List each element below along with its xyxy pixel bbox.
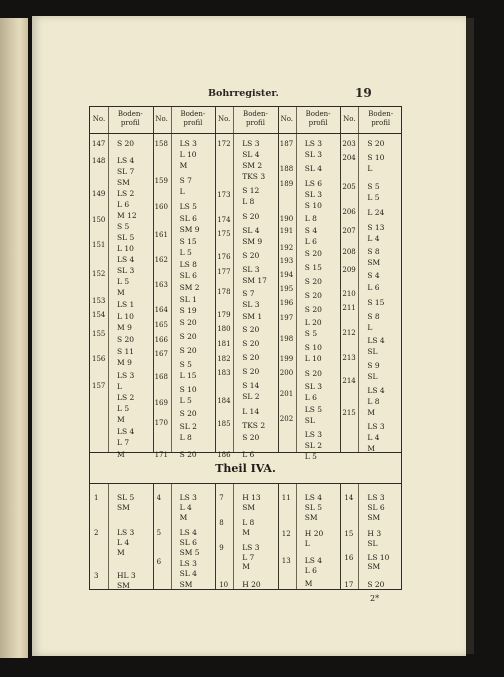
bodenprofil-entry: SM: [117, 581, 130, 591]
bodenprofil-entry: S 20: [304, 290, 322, 300]
bohrung-number: 190: [279, 214, 294, 223]
bohrregister-table: [89, 106, 402, 590]
bodenprofil-entry: TKS 3: [242, 172, 266, 182]
bodenprofil-entry: SM 2: [179, 282, 200, 292]
bohrung-number: 171: [154, 450, 168, 459]
bohrung-number: 14: [344, 494, 354, 502]
bohrung-number: 159: [154, 177, 168, 186]
column-header-line: profil: [308, 119, 328, 127]
bohrung-number: 4: [156, 494, 162, 502]
bohrung-number: 162: [154, 255, 168, 264]
bodenprofil-entry: L 7: [242, 552, 255, 562]
bodenprofil-entry: LS 4: [304, 493, 323, 502]
bodenprofil-entry: M 9: [117, 322, 132, 332]
bodenprofil-entry: M: [117, 415, 125, 424]
bodenprofil-entry: SM: [179, 579, 193, 589]
column-header-bodenprofil: [233, 110, 278, 128]
bodenprofil-entry: LS 1: [117, 300, 135, 310]
bodenprofil-entry: SL: [367, 538, 378, 548]
bodenprofil-entry: SM: [367, 257, 381, 267]
bohrung-number: 154: [92, 311, 106, 320]
bodenprofil-entry: L 7: [117, 438, 130, 448]
bodenprofil-entry: SL 3: [117, 265, 135, 275]
column-header-bodenprofil: [358, 110, 403, 128]
bohrung-number: 203: [342, 140, 356, 148]
bodenprofil-entry: SL 3: [304, 190, 323, 200]
column-header-line: profil: [183, 119, 203, 127]
column-header-bodenprofil: [108, 110, 153, 128]
column-header-bodenprofil: [296, 110, 341, 128]
bohrung-number: 195: [279, 284, 294, 293]
bohrung-number: 158: [154, 140, 168, 148]
bodenprofil-entry: S 14: [242, 380, 260, 390]
column-header-line: Boden-: [117, 110, 143, 118]
bodenprofil-entry: LS 2: [117, 188, 135, 198]
bohrung-number: 193: [279, 257, 294, 266]
bodenprofil-entry: L 4: [179, 502, 192, 512]
bodenprofil-entry: S 5: [367, 181, 380, 191]
bodenprofil-entry: SL 6: [179, 537, 197, 547]
bodenprofil-entry: L 4: [367, 234, 380, 244]
bohrung-number: 177: [217, 268, 231, 277]
bodenprofil-entry: LS 3: [117, 370, 135, 380]
bodenprofil-entry: S 10: [304, 343, 322, 353]
bodenprofil-entry: LS 3: [304, 430, 323, 440]
bohrung-number: 160: [154, 203, 168, 212]
column-header-no: No.: [217, 115, 231, 123]
bohrung-number: 12: [281, 529, 291, 538]
bodenprofil-entry: LS 4: [117, 155, 135, 165]
bohrung-number: 153: [92, 297, 106, 306]
bodenprofil-entry: L 10: [304, 354, 322, 364]
bodenprofil-entry: S 20: [179, 318, 197, 328]
running-header: [32, 88, 466, 104]
bohrung-number: 15: [344, 529, 354, 538]
bohrung-number: 166: [154, 335, 168, 344]
bohrung-number: 184: [217, 396, 231, 405]
bodenprofil-entry: S 20: [304, 304, 322, 314]
bodenprofil-entry: S 20: [242, 339, 260, 349]
bodenprofil-entry: SL 6: [179, 213, 197, 223]
bodenprofil-entry: L: [304, 538, 310, 548]
column-header-line: Boden-: [180, 110, 206, 118]
bodenprofil-entry: LS 4: [117, 427, 135, 437]
bohrung-number: 173: [217, 191, 231, 200]
bohrung-number: 13: [281, 557, 291, 566]
bodenprofil-entry: SL 3: [242, 300, 260, 310]
bodenprofil-entry: SL 2: [242, 391, 260, 401]
bodenprofil-entry: SL 5: [117, 232, 135, 242]
bohrung-number: 214: [342, 377, 356, 386]
bodenprofil-entry: S 4: [304, 225, 318, 235]
bohrung-number: 165: [154, 320, 168, 329]
bodenprofil-entry: LS 5: [304, 405, 323, 415]
bodenprofil-entry: SL 2: [179, 421, 197, 431]
bodenprofil-entry: SM: [242, 502, 256, 512]
bodenprofil-entry: L 8: [242, 196, 255, 206]
bodenprofil-entry: L 4: [367, 432, 380, 442]
bohrung-number: 183: [217, 369, 231, 378]
bohrung-number: 209: [342, 265, 356, 274]
bohrung-number: 201: [279, 389, 294, 398]
bodenprofil-entry: S 7: [242, 289, 255, 299]
bohrung-number: 197: [279, 313, 294, 322]
bodenprofil-entry: SL 2: [304, 441, 323, 451]
bodenprofil-entry: SM: [304, 512, 318, 522]
bohrung-number: 148: [92, 156, 106, 165]
bodenprofil-entry: SM: [117, 502, 130, 512]
column-header-line: Boden-: [243, 110, 268, 118]
bodenprofil-entry: L 4: [117, 537, 130, 547]
bodenprofil-entry: M: [117, 288, 125, 298]
bohrung-number: 169: [154, 399, 168, 408]
bodenprofil-entry: L 15: [179, 370, 197, 380]
bodenprofil-entry: M: [304, 578, 313, 588]
bodenprofil-entry: LS 4: [367, 386, 385, 396]
bohrung-number: 200: [279, 369, 294, 378]
bohrung-number: 152: [92, 269, 106, 278]
bodenprofil-entry: S 20: [242, 325, 260, 335]
bodenprofil-entry: SL 3: [304, 150, 323, 160]
no-column-divider: [296, 107, 297, 589]
bodenprofil-entry: L 14: [242, 406, 260, 416]
bodenprofil-entry: S 19: [179, 305, 197, 315]
bodenprofil-entry: SL 3: [304, 381, 323, 391]
bohrung-number: 175: [217, 229, 231, 238]
bohrung-number: 150: [92, 215, 106, 224]
bohrung-number: 196: [279, 298, 294, 307]
bohrung-number: 189: [279, 180, 294, 189]
bodenprofil-entry: L: [367, 322, 373, 332]
bodenprofil-entry: M: [117, 449, 125, 459]
bodenprofil-entry: SL 4: [242, 225, 260, 235]
column-header-line: profil: [120, 119, 140, 127]
bodenprofil-entry: L 10: [179, 150, 197, 160]
bodenprofil-entry: L: [179, 187, 185, 197]
bodenprofil-entry: S 20: [242, 352, 260, 362]
bodenprofil-entry: SL 3: [242, 264, 260, 274]
bodenprofil-entry: S 12: [242, 185, 260, 195]
bodenprofil-entry: H 3: [367, 528, 382, 538]
bohrung-number: 180: [217, 324, 231, 333]
bohrung-number: 9: [219, 543, 224, 552]
column-header-line: Boden-: [368, 110, 394, 118]
bodenprofil-entry: SL 5: [304, 502, 323, 512]
bodenprofil-entry: SL 7: [117, 166, 135, 176]
bodenprofil-entry: S 7: [179, 176, 192, 186]
bodenprofil-entry: SM 2: [242, 161, 263, 171]
no-column-divider: [233, 107, 234, 589]
column-header-no: No.: [155, 115, 168, 123]
bohrung-number: 215: [342, 409, 356, 418]
bodenprofil-entry: M 12: [117, 210, 137, 220]
bohrung-number: 151: [92, 240, 106, 249]
header-title: Bohrregister.: [208, 88, 279, 99]
bodenprofil-entry: SL: [304, 416, 315, 426]
bodenprofil-entry: L 10: [117, 243, 134, 253]
right-page-shadow: [466, 18, 474, 654]
bodenprofil-entry: S 10: [179, 384, 197, 394]
group-divider: [153, 107, 154, 589]
bodenprofil-entry: L 6: [304, 236, 317, 246]
bodenprofil-entry: S 10: [304, 201, 322, 211]
bodenprofil-entry: SM 1: [242, 311, 263, 321]
bodenprofil-entry: SM: [367, 512, 381, 522]
bodenprofil-entry: SL 4: [304, 163, 323, 173]
bodenprofil-entry: L 5: [179, 248, 192, 258]
bodenprofil-entry: S 20: [179, 346, 197, 355]
bodenprofil-entry: M: [367, 443, 376, 453]
bohrung-number: 147: [92, 140, 106, 148]
bohrung-number: 185: [217, 420, 231, 429]
bodenprofil-entry: SM 9: [242, 236, 263, 246]
bodenprofil-entry: SM: [367, 562, 381, 572]
bodenprofil-entry: S 15: [304, 263, 322, 273]
bodenprofil-entry: S 8: [367, 311, 380, 321]
bodenprofil-entry: L 5: [117, 277, 130, 286]
bodenprofil-entry: SL 4: [179, 568, 197, 578]
bohrung-number: 181: [217, 340, 231, 349]
bodenprofil-entry: S 8: [367, 246, 380, 256]
bohrung-number: 168: [154, 373, 168, 382]
bodenprofil-entry: LS 3: [242, 139, 260, 148]
bohrung-number: 6: [156, 558, 162, 567]
bohrung-number: 163: [154, 280, 168, 289]
bohrung-number: 208: [342, 247, 356, 256]
bohrung-number: 205: [342, 182, 356, 191]
bodenprofil-entry: S 20: [117, 334, 135, 344]
column-header-line: profil: [371, 119, 391, 127]
bodenprofil-entry: TKS 2: [242, 420, 266, 430]
page: [32, 16, 466, 656]
bohrung-number: 5: [156, 528, 162, 537]
bohrung-number: 199: [279, 355, 294, 364]
bodenprofil-entry: S 20: [367, 579, 385, 589]
no-column-divider: [108, 107, 109, 589]
bodenprofil-entry: SL 6: [179, 271, 197, 281]
bodenprofil-entry: L: [367, 163, 373, 173]
bodenprofil-entry: S 15: [179, 236, 197, 246]
bodenprofil-entry: S 20: [304, 249, 322, 259]
bohrung-number: 194: [279, 271, 294, 280]
bodenprofil-entry: S 20: [179, 409, 197, 419]
bodenprofil-entry: M: [367, 408, 376, 418]
bohrung-number: 192: [279, 243, 294, 252]
bodenprofil-entry: H 20: [304, 528, 324, 538]
bohrung-number: 157: [92, 381, 106, 390]
bodenprofil-entry: SL: [367, 347, 378, 357]
bodenprofil-entry: H 13: [242, 493, 261, 502]
bodenprofil-entry: SM 5: [179, 547, 200, 557]
bodenprofil-entry: S 20: [242, 366, 260, 376]
bodenprofil-entry: S 20: [117, 139, 135, 148]
column-header-bodenprofil: [171, 110, 216, 128]
bodenprofil-entry: LS 4: [117, 254, 135, 264]
bodenprofil-entry: M: [242, 527, 250, 537]
bodenprofil-entry: L 5: [367, 192, 380, 202]
bodenprofil-entry: LS 3: [117, 527, 135, 537]
bodenprofil-entry: LS 4: [179, 527, 197, 537]
bodenprofil-entry: LS 3: [179, 139, 197, 148]
bohrung-number: 10: [219, 580, 229, 589]
bodenprofil-entry: M: [179, 161, 188, 171]
bodenprofil-entry: SL 1: [179, 294, 197, 304]
bohrung-number: 167: [154, 349, 168, 358]
bodenprofil-entry: SL 6: [367, 502, 385, 512]
bohrung-number: 2: [94, 528, 99, 537]
column-header-no: No.: [92, 115, 106, 123]
bodenprofil-entry: S 5: [304, 329, 318, 339]
bohrung-number: 156: [92, 355, 106, 364]
bodenprofil-entry: L 5: [179, 395, 192, 405]
bodenprofil-entry: M: [242, 562, 250, 572]
no-column-divider: [358, 107, 359, 589]
bohrung-number: 178: [217, 287, 231, 296]
bodenprofil-entry: S 20: [367, 139, 385, 148]
bohrung-number: 204: [342, 153, 356, 162]
section-title: Theil IVA.: [215, 462, 276, 475]
bohrung-number: 155: [92, 330, 106, 339]
bohrung-number: 17: [344, 580, 354, 589]
bohrung-number: 187: [279, 140, 294, 148]
bodenprofil-entry: L 8: [242, 517, 255, 527]
bohrung-number: 179: [217, 311, 231, 320]
bodenprofil-entry: S 20: [179, 332, 197, 342]
page-number: 19: [355, 86, 372, 100]
bodenprofil-entry: L 6: [304, 566, 317, 576]
bodenprofil-entry: S 5: [179, 359, 192, 369]
bohrung-number: 170: [154, 418, 168, 427]
bodenprofil-entry: L 6: [242, 449, 255, 459]
bodenprofil-entry: S 20: [304, 369, 322, 379]
bodenprofil-entry: LS 4: [304, 556, 323, 566]
group-divider: [278, 107, 279, 589]
bohrung-number: 16: [344, 553, 354, 562]
left-page-edge: [0, 18, 28, 658]
bodenprofil-entry: L 10: [117, 311, 134, 321]
bohrung-number: 172: [217, 140, 231, 148]
bohrung-number: 11: [281, 494, 291, 502]
bodenprofil-entry: LS 3: [179, 493, 197, 502]
bodenprofil-entry: LS 4: [367, 336, 385, 346]
bodenprofil-entry: S 20: [242, 432, 260, 442]
bohrung-number: 182: [217, 355, 231, 364]
bodenprofil-entry: L 5: [117, 403, 130, 413]
bodenprofil-entry: HL 3: [117, 571, 136, 581]
bohrung-number: 202: [279, 414, 294, 423]
bodenprofil-entry: H 20: [242, 579, 261, 589]
bohrung-number: 191: [279, 226, 294, 235]
bodenprofil-entry: S 20: [242, 250, 260, 260]
bodenprofil-entry: LS 2: [117, 392, 135, 402]
bodenprofil-entry: L 6: [117, 199, 130, 209]
bodenprofil-entry: LS 3: [304, 139, 323, 148]
bodenprofil-entry: L 24: [367, 208, 385, 217]
bohrung-number: 7: [219, 494, 224, 502]
no-column-divider: [171, 107, 172, 589]
bodenprofil-entry: S 20: [179, 449, 197, 459]
bodenprofil-entry: L 8: [367, 397, 380, 407]
bodenprofil-entry: LS 3: [179, 558, 197, 568]
bodenprofil-entry: SM: [117, 177, 130, 187]
bodenprofil-entry: LS 3: [242, 542, 260, 552]
group-divider: [340, 107, 341, 589]
bodenprofil-entry: S 4: [367, 271, 380, 281]
bodenprofil-entry: S 13: [367, 223, 385, 233]
section-rule-bottom: [90, 483, 401, 484]
bodenprofil-entry: L 20: [304, 318, 322, 328]
bohrung-number: 206: [342, 207, 356, 216]
bodenprofil-entry: SM 9: [179, 224, 200, 234]
bodenprofil-entry: LS 5: [179, 202, 197, 212]
bodenprofil-entry: S 20: [242, 212, 260, 222]
bodenprofil-entry: M: [179, 512, 188, 522]
bohrung-number: 8: [219, 518, 224, 527]
column-header-line: profil: [246, 119, 265, 127]
bodenprofil-entry: SL 4: [242, 150, 260, 160]
bodenprofil-entry: L 8: [304, 213, 317, 223]
column-header-line: Boden-: [305, 110, 331, 118]
bohrung-number: 213: [342, 353, 356, 362]
bohrung-number: 211: [342, 304, 356, 313]
bodenprofil-entry: L: [117, 381, 122, 391]
bodenprofil-entry: M 9: [117, 358, 132, 368]
column-header-no: No.: [280, 115, 294, 123]
bodenprofil-entry: M: [117, 547, 125, 557]
bodenprofil-entry: L 5: [304, 452, 317, 462]
bodenprofil-entry: S 9: [367, 361, 380, 371]
bohrung-number: 198: [279, 334, 294, 343]
bohrung-number: 186: [217, 450, 231, 459]
bohrung-number: 174: [217, 215, 231, 224]
bodenprofil-entry: SL 5: [117, 493, 135, 502]
signature-mark: 2*: [370, 594, 380, 603]
bohrung-number: 212: [342, 329, 356, 338]
bohrung-number: 210: [342, 290, 356, 299]
bodenprofil-entry: SM 17: [242, 275, 267, 285]
bodenprofil-entry: S 10: [367, 152, 385, 162]
bodenprofil-entry: L 8: [179, 432, 192, 442]
bodenprofil-entry: LS 3: [367, 493, 385, 502]
bohrung-number: 188: [279, 164, 294, 173]
bohrung-number: 1: [94, 494, 99, 502]
bodenprofil-entry: LS 6: [304, 179, 323, 189]
bodenprofil-entry: S 5: [117, 221, 130, 231]
bodenprofil-entry: LS 10: [367, 552, 390, 562]
bohrung-number: 207: [342, 226, 356, 235]
bohrung-number: 3: [94, 572, 99, 581]
bohrung-number: 164: [154, 305, 168, 314]
bodenprofil-entry: L 6: [367, 282, 380, 292]
bodenprofil-entry: SL: [367, 372, 378, 382]
bodenprofil-entry: S 11: [117, 347, 135, 357]
bodenprofil-entry: S 20: [304, 277, 322, 286]
bohrung-number: 176: [217, 253, 231, 262]
bodenprofil-entry: LS 3: [367, 421, 385, 431]
header-rule: [90, 133, 401, 134]
group-divider: [215, 107, 216, 589]
bodenprofil-entry: S 15: [367, 297, 385, 307]
bodenprofil-entry: LS 8: [179, 260, 197, 270]
bohrung-number: 149: [92, 189, 106, 198]
column-header-no: No.: [343, 115, 356, 123]
bodenprofil-entry: L 6: [304, 392, 317, 402]
bohrung-number: 161: [154, 231, 168, 240]
